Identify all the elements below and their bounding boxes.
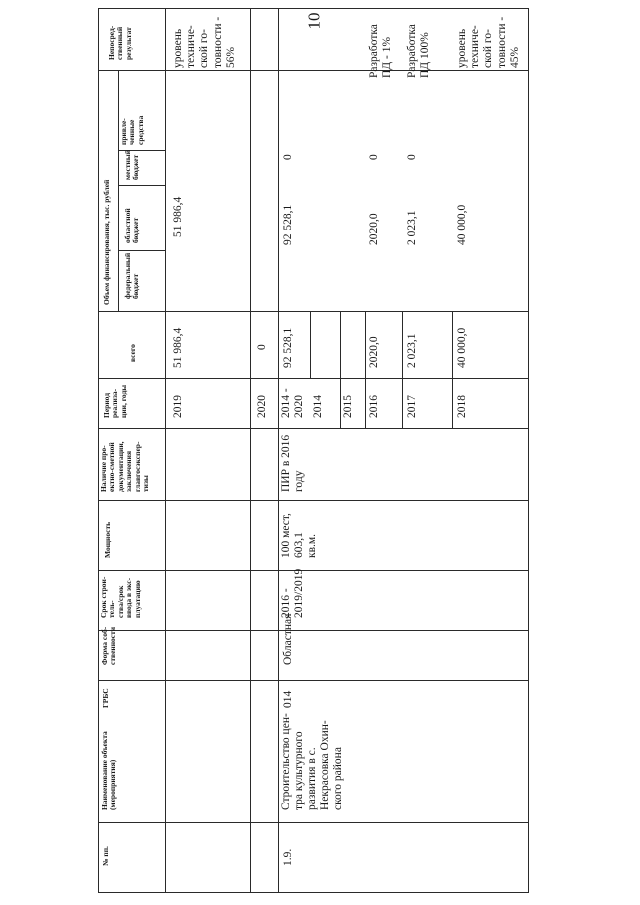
header-row-line: [98, 680, 166, 681]
header-result-line: ственный: [115, 26, 125, 60]
header-doc-line: Наличие про-: [99, 445, 108, 492]
header-row-line: [98, 428, 166, 429]
body-row-line: [165, 378, 529, 379]
item-local: 0: [282, 154, 294, 160]
row-2018-period: 2018: [456, 395, 468, 418]
col-line-2019-2020: [250, 8, 251, 893]
item-period: [280, 388, 306, 418]
header-period-build-line: тель-: [107, 600, 117, 618]
body-row-line: [165, 311, 529, 312]
row-2017-local: 0: [406, 154, 418, 160]
header-regional-line: бюджет: [131, 217, 141, 243]
header-separator: [165, 8, 166, 893]
header-attracted: [120, 116, 145, 145]
row-2018-result-line: техниче-: [469, 25, 482, 68]
header-attracted-line: ченные: [127, 119, 137, 145]
header-period-build-line: плуатацию: [132, 580, 142, 618]
header-result-line: результат: [123, 27, 133, 60]
row-2016-result-line: ПД - 1%: [380, 36, 393, 78]
header-federal-line: бюджет: [131, 273, 141, 299]
row-2017-period: 2017: [406, 395, 418, 418]
row-2018-result: [456, 17, 522, 68]
header-row-line: [98, 500, 166, 501]
header-capacity: Мощность: [103, 521, 112, 558]
body-row-line: [165, 680, 529, 681]
row-2018-result-line: уровень: [456, 28, 468, 68]
header-row-line: [98, 570, 166, 571]
header-period-build-line: ства/срок: [115, 585, 125, 618]
table-border-right: [528, 8, 529, 893]
header-period: [103, 385, 128, 418]
row-2020-period: 2020: [256, 395, 268, 418]
item-doc: [280, 435, 306, 492]
row-2017-result-line: Разработка: [406, 24, 418, 78]
header-regional: [124, 208, 141, 243]
item-name: [280, 713, 344, 810]
header-doc-line: заключения: [124, 451, 134, 492]
row-2016-result-line: Разработка: [368, 24, 380, 78]
header-row-line: [98, 70, 166, 71]
header-total: всего: [128, 344, 137, 362]
row-2019-period: 2019: [172, 395, 184, 418]
body-row-line: [165, 630, 529, 631]
row-2017-result-line: ПД 100%: [418, 32, 431, 78]
header-period-line: реализа-: [110, 388, 120, 418]
row-2015-period: 2015: [342, 395, 354, 418]
row-2016-result: [368, 24, 394, 78]
header-ownership: [101, 627, 118, 665]
body-row-line: [165, 570, 529, 571]
row-2018-total: 40 000,0: [456, 327, 468, 368]
header-ownership-line: ственности: [108, 626, 118, 665]
row-2017-regional: 2 023,1: [406, 210, 418, 245]
item-period-build-line: 2016 -: [280, 588, 292, 618]
table-border-bottom: [98, 892, 529, 893]
row-2019-result-line: ской го-: [198, 29, 211, 68]
row-2016-period: 2016: [368, 395, 380, 418]
row-2019-total: 51 986,4: [172, 327, 184, 368]
item-name-line: Некрасовка Охин-: [318, 720, 331, 810]
row-2020-total: 0: [256, 344, 268, 350]
header-period-build-line: Срок строи-: [99, 576, 108, 618]
header-row-line: [98, 311, 166, 312]
header-period-build-line: ввода в экс-: [124, 577, 134, 618]
subcol-line: [340, 311, 341, 429]
row-2018-result-line: ской го-: [482, 29, 495, 68]
body-row-line: [165, 70, 529, 71]
header-name-line: (мероприятия): [108, 759, 118, 810]
header-federal: [124, 253, 141, 299]
item-number: 1.9.: [282, 848, 294, 866]
finance-subheader-line: [118, 70, 119, 312]
header-num: № пп.: [101, 846, 110, 866]
subcol-line: [365, 311, 366, 429]
table-border-top: [98, 8, 529, 9]
header-ownership-line: Форма соб-: [100, 626, 109, 665]
header-doc-line: тизы: [140, 475, 150, 492]
header-name: [101, 731, 118, 810]
item-capacity: [280, 513, 319, 558]
header-federal-line: федеральный: [123, 252, 132, 299]
item-capacity-line: 100 мест,: [280, 513, 292, 558]
subcol-line: [402, 311, 403, 429]
header-period-line: ции, годы: [118, 384, 128, 418]
row-2016-regional: 2020,0: [368, 213, 380, 245]
header-period-build: [100, 577, 142, 618]
item-period-line: 2020: [292, 395, 305, 418]
body-row-line: [165, 500, 529, 501]
row-2019-result-line: уровень: [172, 28, 184, 68]
header-row-line: [98, 378, 166, 379]
row-2019-regional: 51 986,4: [172, 196, 184, 237]
item-name-line: Строительство цен-: [280, 713, 292, 810]
row-2017-total: 2 023,1: [406, 333, 418, 368]
header-attracted-line: средства: [135, 115, 145, 145]
body-row-line: [165, 428, 529, 429]
row-2019-result-line: товности -: [211, 16, 224, 68]
finance-subcol-line: [118, 250, 166, 251]
header-doc-line: документации,: [115, 441, 125, 492]
header-regional-line: областной: [123, 208, 132, 243]
item-period-build-line: 2019/2019: [292, 568, 305, 618]
row-2018-result-line: товности -: [495, 16, 508, 68]
col-line-item: [278, 8, 279, 893]
page-number-text: 10: [304, 12, 323, 30]
row-2017-result: [406, 24, 432, 78]
item-period-build: [280, 569, 306, 618]
header-attracted-line: привле-: [119, 118, 128, 145]
body-row-line: [165, 822, 529, 823]
item-doc-line: году: [292, 470, 305, 492]
row-2016-total: 2020,0: [368, 336, 380, 368]
item-period-line: 2014 -: [280, 388, 292, 418]
item-doc-line: ПИР в 2016: [280, 434, 292, 492]
item-name-line: тра культурного: [292, 731, 305, 810]
subcol-line: [452, 311, 453, 429]
header-local-line: местный: [123, 149, 132, 180]
subcol-line: [310, 311, 311, 379]
header-doc-line: главгосэкспер-: [132, 441, 142, 492]
row-2018-regional: 40 000,0: [456, 204, 468, 245]
header-row-line: [98, 822, 166, 823]
item-regional: 92 528,1: [282, 204, 294, 245]
item-grbs: 014: [282, 690, 294, 708]
header-doc: [100, 441, 150, 492]
header-doc-line: ектно-сметной: [107, 442, 117, 492]
item-capacity-line: 603,1: [292, 532, 305, 558]
row-2019-result: [172, 17, 238, 68]
row-2019-result-line: техниче-: [185, 25, 198, 68]
row-2018-result-line: 45%: [508, 46, 521, 68]
header-grbs: ГРБС: [101, 688, 110, 708]
header-finance: Объем финансирования, тыс. рублей: [102, 179, 111, 305]
row-2016-local: 0: [368, 154, 380, 160]
finance-subcol-line: [118, 185, 166, 186]
item-total: 92 528,1: [282, 327, 294, 368]
header-local-line: бюджет: [131, 154, 141, 180]
item-name-line: развития в с.: [305, 747, 318, 810]
row-2014-period: 2014: [312, 395, 324, 418]
header-result: [108, 26, 133, 60]
item-ownership: Областная: [282, 613, 294, 665]
item-name-line: ского района: [331, 747, 344, 810]
item-capacity-line: кв.м.: [305, 533, 318, 558]
header-name-line: Наименование объекта: [100, 731, 109, 810]
header-period-line: Период: [102, 393, 111, 418]
header-local: [124, 150, 141, 180]
row-2019-result-line: 56%: [224, 46, 237, 68]
header-result-line: Непосред-: [107, 25, 116, 60]
